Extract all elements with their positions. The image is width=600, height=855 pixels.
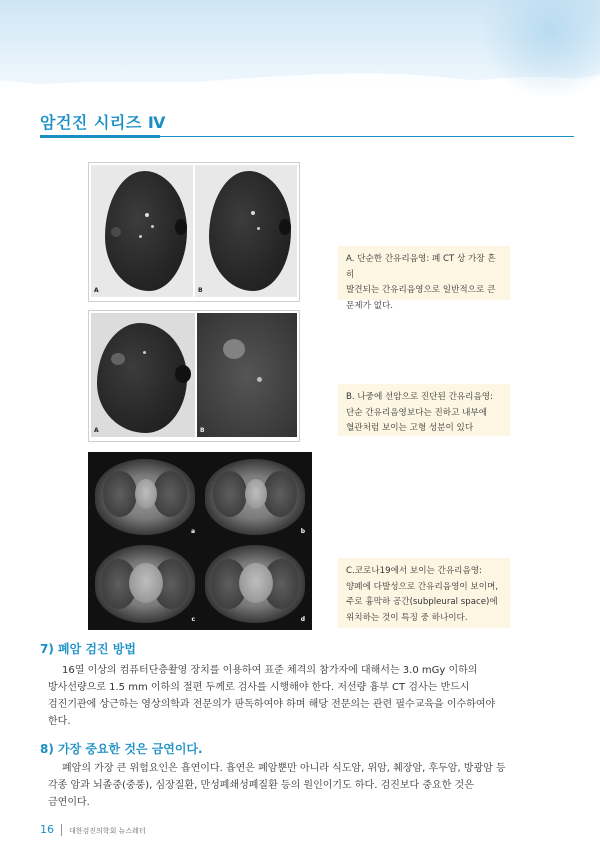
panel-label: c — [191, 616, 195, 623]
section-title-screening-method: 7) 폐암 검진 방법 — [40, 642, 136, 656]
caption-line: 주로 흉막하 공간(subpleural space)에 — [346, 597, 498, 607]
footer-divider — [61, 824, 62, 836]
caption-simple-ggo — [338, 246, 510, 311]
paragraph-line: 검진기관에 상근하는 영상의학과 전문의가 판독하여야 하며 해당 전문의는 관련 필수교육을 이수하여야 — [48, 699, 496, 710]
caption-line: 위치하는 것이 특징 중 하나이다. — [346, 612, 468, 623]
header-band — [0, 0, 600, 96]
ct-image-panel-b — [195, 165, 297, 297]
panel-label: B — [200, 427, 205, 434]
section-title-quit-smoking: 8) 가장 중요한 것은 금연이다. — [40, 742, 203, 756]
figure-simple-ggo — [88, 162, 300, 302]
panel-label: b — [300, 528, 305, 535]
series-title: 암건진 시리즈 Ⅳ — [40, 113, 166, 132]
ct-image-panel-d — [201, 541, 309, 627]
caption-covid19-ggo — [338, 558, 510, 628]
panel-label: a — [190, 528, 195, 535]
paragraph-screening-method — [48, 662, 546, 730]
caption-line: 단순 간유리음영보다는 진하고 내부에 — [346, 407, 488, 418]
panel-label: A — [94, 427, 99, 434]
paragraph-line: 16열 이상의 컴퓨터단층촬영 장치를 이용하여 표준 체격의 참가자에 대해서는 3.0 mGy 이하의 — [62, 665, 478, 676]
caption-line: 양폐에 다발성으로 간유리음영이 보이며, — [346, 581, 499, 592]
paragraph-line: 한다. — [48, 716, 71, 727]
ct-image-panel-a — [91, 455, 199, 539]
figure-covid19-ggo — [88, 452, 312, 630]
footer-publication-name: 대한검진의학회 뉴스레터 — [69, 827, 146, 835]
caption-line: B. 나중에 선암으로 진단된 간유리음영: — [346, 392, 493, 402]
caption-line: 혈관처럼 보이는 고형 성분이 있다 — [346, 423, 474, 433]
caption-line: C.코로나19에서 보이는 간유리음영: — [346, 566, 482, 576]
page-number: 16 — [40, 823, 54, 836]
ct-image-panel-b — [197, 313, 297, 437]
paragraph-line: 폐암의 가장 큰 위험요인은 흡연이다. 흡연은 폐암뿐만 아니라 식도암, 위암, 췌장암, 후두암, 방광암 등 — [62, 763, 506, 774]
paragraph-line: 방사선량으로 1.5 mm 이하의 절편 두께로 검사를 시행해야 한다. 저선량 흉부 CT 검사는 반드시 — [48, 682, 470, 693]
caption-line: 문제가 없다. — [346, 300, 393, 311]
panel-label: d — [300, 616, 305, 623]
panel-label: B — [198, 287, 203, 294]
caption-adenocarcinoma-ggo — [338, 384, 510, 436]
ct-image-panel-a — [91, 313, 195, 437]
ct-image-panel-b — [201, 455, 309, 539]
title-divider — [40, 136, 574, 137]
header-wave-decoration — [0, 60, 600, 96]
caption-line: 발견되는 간유리음영으로 일반적으로 큰 — [346, 285, 496, 295]
panel-label: A — [94, 287, 99, 294]
paragraph-line: 금연이다. — [48, 797, 90, 808]
ct-image-panel-c — [91, 541, 199, 627]
figure-adenocarcinoma-ggo — [88, 310, 300, 442]
caption-line: A. 단순한 간유리음영: 폐 CT 상 가장 흔히 — [346, 254, 496, 280]
ct-image-panel-a — [91, 165, 193, 297]
paragraph-quit-smoking — [48, 760, 546, 811]
paragraph-line: 각종 암과 뇌졸중(중풍), 심장질환, 만성폐쇄성폐질환 등의 원인이기도 하다. 검진보다 중요한 것은 — [48, 780, 474, 791]
